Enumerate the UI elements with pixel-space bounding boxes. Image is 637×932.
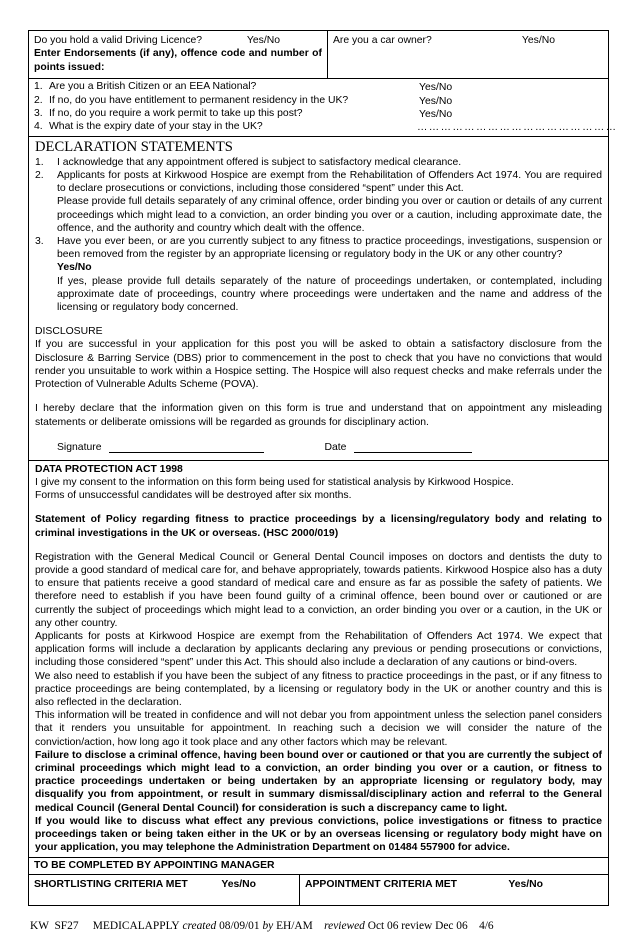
- item-2-paragraph-1: Applicants for posts at Kirkwood Hospice are exempt from the Rehabilitation of Offenders Act 1974. You are required to declare prosecutions or convictions, including those considered “spent” under this Act.: [57, 170, 602, 195]
- footer-created-label: created: [182, 919, 217, 932]
- policy-paragraph-2: Applicants for posts at Kirkwood Hospice are exempt from the Rehabilitation of Offenders Act 1974. We expect that application forms will include a declaration by applicants declaring any previous or pending prosecutions or convictions, including those considered “spent” under this Act. This should also include a declaration of any cautions or bind-overs.: [35, 630, 602, 669]
- policy-paragraph-4: This information will be treated in confidence and will not debar you from appointment unless the selection panel considers that it renders you unsuitable for appointment. In reaching such a decision we will consider the nature of the conviction/action, how long ago it took place and any other factors which may be relevant.: [35, 710, 602, 748]
- footer-spacer-6: [313, 920, 324, 932]
- shortlisting-criteria-line: [34, 878, 294, 891]
- form-document: [28, 30, 618, 906]
- driving-licence-cell: [29, 31, 328, 78]
- nationality-item: [34, 80, 603, 93]
- policy-paragraph-5-failure-to-disclose: Failure to disclose a criminal offence, having been bound over or cautioned or that you are currently the subject of criminal proceedings which might lead to a conviction, an order binding you over or a caution, or fitness to practice proceedings undertaken or being undertaken by an appropriate licensing or regulatory body, may disqualify you from appointment, or result in summary dismissal/disciplinary action and referral to the General medical Council (General Dental Council) for consideration is such a discrepancy came to light.: [35, 749, 602, 814]
- shortlisting-criteria-cell: [29, 875, 300, 905]
- declaration-item-2: [35, 169, 602, 235]
- car-owner-cell: [328, 31, 608, 78]
- appointing-manager-heading: TO BE COMPLETED BY APPOINTING MANAGER: [29, 858, 608, 874]
- footer-code: KW SF27: [30, 919, 79, 932]
- item-question: What is the expiry date of your stay in the UK?: [49, 121, 263, 133]
- nationality-item: [34, 94, 603, 107]
- item-number: 1.: [35, 156, 44, 168]
- declaration-statements-section: [29, 137, 608, 461]
- shortlisting-criteria-answer[interactable]: Yes/No: [221, 878, 256, 890]
- item-answer[interactable]: Yes/No: [419, 95, 453, 107]
- data-protection-line-2: Forms of unsuccessful candidates will be destroyed after six months.: [35, 490, 352, 502]
- date-label: Date: [324, 441, 347, 453]
- policy-paragraph-1: Registration with the General Medical Council or General Dental Council imposes on doctors and dentists the duty to provide a good standard of medical care for, and behave appropriately, towards patients. Kirkwood Hospice also has a duty to ensure that patients receive a good standard of medical care and ensure as far as possible the safety of patients. We therefore need to establish if you have been found guilty of a criminal offence, been bound over or cautioned or are currently the subject of proceedings which might lead to a conviction, an order binding you over or a caution, in the UK or any other country.: [35, 551, 602, 629]
- item-answer[interactable]: Yes/No: [419, 82, 453, 94]
- footer-page-number: 4/6: [479, 919, 494, 932]
- disclosure-heading: DISCLOSURE: [35, 326, 103, 338]
- disclosure-text: If you are successful in your application for this post you will be asked to obtain a satisfactory disclosure from the Disclosure & Barring Service (DBS) prior to commencement in the post to check that you have no convictions that would render you unsuitable to work within a Hospice setting. The Hospice will also request checks and make referrals under the Protection of Vulnerable Adults Scheme (POVA).: [35, 339, 602, 391]
- item-3-paragraph-1: Have you ever been, or are you currently subject to any fitness to practice proceedings, investigations, suspension or been removed from the register by an appropriate licensing or regulatory body in the UK or any other country?: [57, 236, 602, 261]
- driving-car-row: [29, 31, 608, 79]
- signature-label: Signature: [57, 441, 102, 453]
- date-input-line[interactable]: [354, 441, 472, 453]
- policy-paragraph-3: We also need to establish if you have been the subject of any fitness to practice proceedings in the past, or if any fitness to practice proceedings are being contemplated, by a licensing or regulatory body in the UK or another country and this is also reflected in the declaration.: [35, 670, 602, 708]
- expiry-date-dotted-field[interactable]: ……………………………………………: [417, 122, 618, 134]
- item-number: 2.: [35, 170, 44, 182]
- driving-licence-answer[interactable]: Yes/No: [246, 35, 280, 46]
- spacer: [35, 502, 602, 513]
- item-3-paragraph-2: If yes, please provide full details separately of the nature of proceedings undertaken, or contemplated, including approximate date of proceedings, country where proceedings were undertaken and the name and address of the licensing or regulatory body concerned.: [57, 275, 602, 314]
- item-3-yesno-answer[interactable]: Yes/No: [57, 262, 92, 274]
- spacer: [35, 391, 602, 402]
- appointment-criteria-cell: [300, 875, 608, 905]
- endorsements-label: Enter Endorsements (if any), offence code and number of points issued:: [34, 48, 322, 73]
- item-answer[interactable]: Yes/No: [419, 109, 453, 121]
- spacer: [35, 540, 602, 551]
- item-number: 4.: [34, 121, 43, 133]
- footer-by-label: by: [262, 919, 274, 932]
- appointing-manager-row: [29, 875, 608, 906]
- car-owner-answer[interactable]: Yes/No: [521, 35, 555, 46]
- hereby-declare-text: I hereby declare that the information given on this form is true and understand that on appointment any misleading statements or deliberate omissions will be regarded as grounds for disciplinary action.: [35, 403, 602, 428]
- footer-doc-name: MEDICALAPPLY: [92, 919, 180, 932]
- policy-statement-heading: Statement of Policy regarding fitness to practice proceedings by a licensing/regulatory body and relating to criminal investigations in the UK or overseas. (HSC 2000/019): [35, 514, 602, 539]
- footer-created-date: 08/09/01: [219, 919, 260, 932]
- document-footer: [28, 920, 609, 932]
- declaration-heading: DECLARATION STATEMENTS: [35, 138, 233, 155]
- car-owner-question: Are you a car owner?: [333, 35, 432, 46]
- data-protection-policy-section: [29, 461, 608, 859]
- item-number: 2.: [34, 94, 43, 106]
- item-number: 3.: [35, 236, 44, 248]
- item-question: Are you a British Citizen or an EEA National?: [49, 81, 257, 93]
- policy-paragraph-6-contact: If you would like to discuss what effect any previous convictions, police investigations or fitness to practice proceedings taken or being taken either in the UK or by an overseas licensing or regulatory body might have on your application, you may telephone the Administration Department on 01484 557900 for advice.: [35, 815, 602, 854]
- nationality-item: [34, 120, 618, 134]
- declaration-item-3: [35, 235, 602, 314]
- driving-licence-question-line: [34, 34, 322, 47]
- footer-by-value: EH/AM: [276, 919, 313, 932]
- nationality-item: [34, 107, 603, 120]
- item-question: If no, do you require a work permit to take up this post?: [49, 108, 303, 120]
- footer-reviewed-label: reviewed: [324, 919, 365, 932]
- footer-spacer-1: [79, 920, 93, 932]
- footer-spacer-8: [468, 920, 479, 932]
- driving-licence-question: Do you hold a valid Driving Licence?: [34, 35, 203, 46]
- item-number: 1.: [34, 81, 43, 93]
- car-owner-question-line: [333, 34, 603, 47]
- signature-row: [35, 441, 602, 456]
- appointment-criteria-answer[interactable]: Yes/No: [508, 878, 543, 890]
- signature-input-line[interactable]: [109, 441, 264, 453]
- shortlisting-criteria-label: SHORTLISTING CRITERIA MET: [34, 878, 188, 890]
- data-protection-line-1: I give my consent to the information on this form being used for statistical analysis by Kirkwood Hospice.: [35, 476, 514, 488]
- appointment-criteria-label: APPOINTMENT CRITERIA MET: [305, 878, 458, 890]
- spacer: [35, 314, 602, 325]
- data-protection-heading: DATA PROTECTION ACT 1998: [35, 463, 183, 475]
- appointment-criteria-line: [305, 878, 603, 891]
- item-2-paragraph-2: Please provide full details separately of any criminal offence, order binding you over or caution or details of any current proceedings which might lead to a conviction, an order binding you over or a caution, including approximate date, the offence, and the authority and country which dealt with the offence.: [57, 196, 602, 234]
- item-number: 3.: [34, 108, 43, 120]
- item-1-text: I acknowledge that any appointment offered is subject to satisfactory medical clearance.: [57, 156, 462, 168]
- declaration-item-1: [35, 156, 602, 169]
- footer-reviewed-value: Oct 06 review Dec 06: [367, 919, 468, 932]
- item-question: If no, do you have entitlement to permanent residency in the UK?: [49, 94, 349, 106]
- nationality-questions-block: [29, 79, 618, 137]
